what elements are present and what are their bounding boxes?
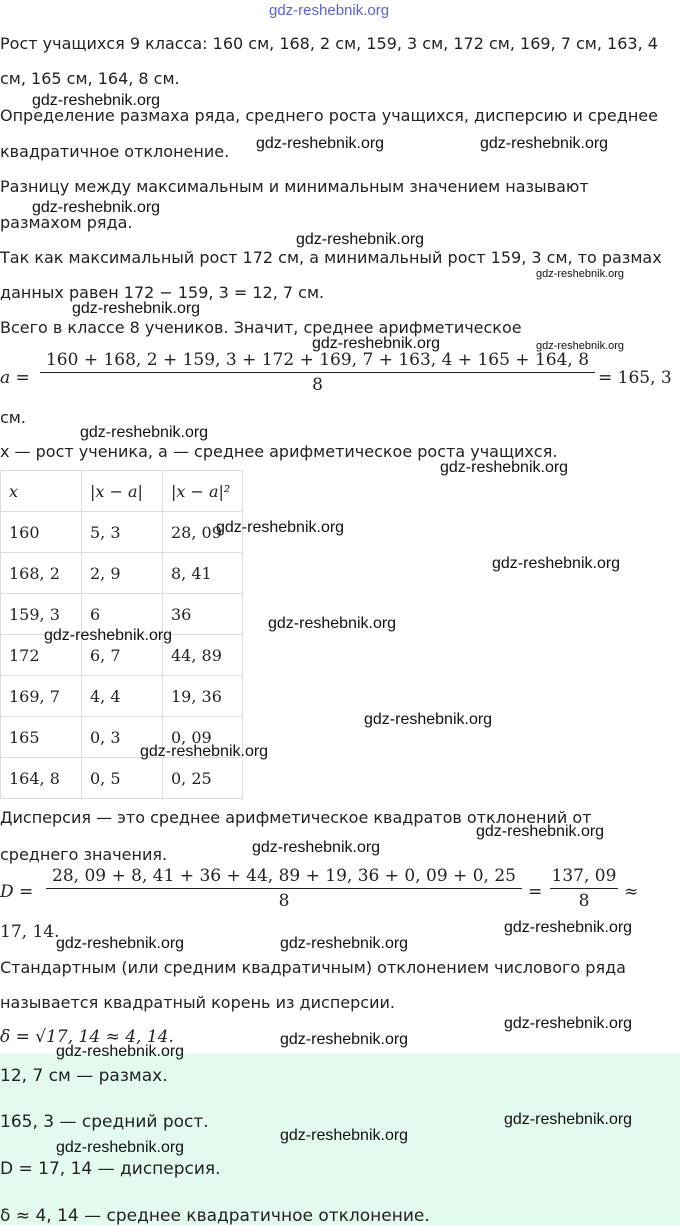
watermark: gdz-reshebnik.org xyxy=(256,135,385,152)
watermark: gdz-reshebnik.org xyxy=(504,919,633,936)
watermark: gdz-reshebnik.org xyxy=(56,935,185,952)
table-cell: 0, 5 xyxy=(82,758,163,799)
table-header: |x − a|² xyxy=(163,471,243,512)
table-row xyxy=(1,758,243,799)
watermark: gdz-reshebnik.org xyxy=(44,627,173,644)
table-cell: 160 xyxy=(1,512,82,553)
watermark: gdz-reshebnik.org xyxy=(140,743,269,760)
table-header: x xyxy=(1,471,82,512)
table-cell: 0, 25 xyxy=(163,758,243,799)
table-header: |x − a| xyxy=(82,471,163,512)
table-cell: 172 xyxy=(1,635,82,676)
watermark: gdz-reshebnik.org xyxy=(504,1111,633,1128)
mean-denominator: 8 xyxy=(312,375,323,395)
table-cell: 164, 8 xyxy=(1,758,82,799)
watermark: gdz-reshebnik.org xyxy=(312,335,441,352)
table-cell: 169, 7 xyxy=(1,676,82,717)
watermark: gdz-reshebnik.org xyxy=(32,199,161,216)
watermark: gdz-reshebnik.org xyxy=(536,340,625,352)
dispersion-equals: = xyxy=(528,882,543,902)
watermark: gdz-reshebnik.org xyxy=(252,839,381,856)
dispersion-denominator-simplified: 8 xyxy=(578,891,590,911)
watermark: gdz-reshebnik.org xyxy=(492,555,621,572)
dispersion-approx: ≈ xyxy=(624,882,639,902)
table-header-row xyxy=(1,471,243,512)
watermark-top: gdz-reshebnik.org xyxy=(269,2,390,19)
dispersion-def-line-2: среднего значения. xyxy=(0,845,168,864)
watermark: gdz-reshebnik.org xyxy=(56,1139,185,1156)
range-calc-line-2: данных равен 172 − 159, 3 = 12, 7 см. xyxy=(0,283,325,302)
watermark: gdz-reshebnik.org xyxy=(216,519,345,536)
watermark: gdz-reshebnik.org xyxy=(536,268,625,280)
variables-explanation: x — рост ученика, a — среднее арифметическое роста учащихся. xyxy=(0,442,558,461)
table-cell: 5, 3 xyxy=(82,512,163,553)
answer-stddev: δ ≈ 4, 14 — среднее квадратичное отклонение. xyxy=(0,1206,430,1226)
watermark: gdz-reshebnik.org xyxy=(280,1031,409,1048)
dispersion-fraction xyxy=(46,866,522,911)
watermark: gdz-reshebnik.org xyxy=(476,823,605,840)
dispersion-numerator-simplified: 137, 09 xyxy=(551,866,617,886)
mean-unit: см. xyxy=(0,408,26,427)
mean-fraction xyxy=(40,350,595,395)
answer-dispersion: D = 17, 14 — дисперсия. xyxy=(0,1159,221,1179)
table-row xyxy=(1,553,243,594)
dispersion-fraction-simplified xyxy=(550,866,618,911)
table-cell: 36 xyxy=(163,594,243,635)
watermark: gdz-reshebnik.org xyxy=(440,459,569,476)
watermark: gdz-reshebnik.org xyxy=(480,135,609,152)
table-cell: 165 xyxy=(1,717,82,758)
table-cell: 6 xyxy=(82,594,163,635)
table-row xyxy=(1,512,243,553)
dispersion-numerator: 28, 09 + 8, 41 + 36 + 44, 89 + 19, 36 + 0, 09 + 0, 25 xyxy=(52,866,516,886)
task-line-1: Определение размаха ряда, среднего роста учащихся, дисперсию и среднее xyxy=(0,106,658,125)
table-cell: 44, 89 xyxy=(163,635,243,676)
mean-numerator: 160 + 168, 2 + 159, 3 + 172 + 169, 7 + 163, 4 + 165 + 164, 8 xyxy=(45,350,590,370)
watermark: gdz-reshebnik.org xyxy=(504,1015,633,1032)
range-def-line-2: размахом ряда. xyxy=(0,213,133,232)
watermark: gdz-reshebnik.org xyxy=(364,711,493,728)
table-cell: 2, 9 xyxy=(82,553,163,594)
range-calc-line-1: Так как максимальный рост 172 см, а минимальный рост 159, 3 см, то размах xyxy=(0,248,662,267)
table-cell: 4, 4 xyxy=(82,676,163,717)
dispersion-lhs: D = xyxy=(0,882,34,902)
heights-line-2: см, 165 см, 164, 8 см. xyxy=(0,69,180,88)
watermark: gdz-reshebnik.org xyxy=(32,92,161,109)
mean-lhs: a = xyxy=(0,368,30,388)
stddev-formula: δ = √17, 14 ≈ 4, 14. xyxy=(0,1027,174,1047)
table-cell: 8, 41 xyxy=(163,553,243,594)
mean-result: = 165, 3 xyxy=(598,368,672,388)
table-cell: 28, 09 xyxy=(163,512,243,553)
watermark: gdz-reshebnik.org xyxy=(280,935,409,952)
range-def-line-1: Разницу между максимальным и минимальным значением называют xyxy=(0,177,589,196)
table-cell: 6, 7 xyxy=(82,635,163,676)
watermark: gdz-reshebnik.org xyxy=(80,424,209,441)
dispersion-def-line-1: Дисперсия — это среднее арифметическое квадратов отклонений от xyxy=(0,808,592,827)
stddev-def-line-1: Стандартным (или средним квадратичным) отклонением числового ряда xyxy=(0,958,626,977)
watermark: gdz-reshebnik.org xyxy=(296,231,425,248)
watermark: gdz-reshebnik.org xyxy=(56,1043,185,1060)
dispersion-result: 17, 14. xyxy=(0,922,60,942)
mean-intro: Всего в классе 8 учеников. Значит, среднее арифметическое xyxy=(0,318,522,337)
watermark: gdz-reshebnik.org xyxy=(268,615,397,632)
table-cell: 168, 2 xyxy=(1,553,82,594)
watermark: gdz-reshebnik.org xyxy=(72,300,201,317)
table-cell: 0, 3 xyxy=(82,717,163,758)
stddev-def-line-2: называется квадратный корень из дисперсии. xyxy=(0,993,395,1012)
answer-mean: 165, 3 — средний рост. xyxy=(0,1112,209,1132)
watermark: gdz-reshebnik.org xyxy=(280,1127,409,1144)
table-row xyxy=(1,676,243,717)
table-cell: 19, 36 xyxy=(163,676,243,717)
answer-range: 12, 7 см — размах. xyxy=(0,1066,168,1086)
dispersion-denominator: 8 xyxy=(278,891,290,911)
task-line-2: квадратичное отклонение. xyxy=(0,142,230,161)
table-cell: 159, 3 xyxy=(1,594,82,635)
heights-line-1: Рост учащихся 9 класса: 160 см, 168, 2 см, 159, 3 см, 172 см, 169, 7 см, 163, 4 xyxy=(0,34,658,53)
table-cell: 0, 09 xyxy=(163,717,243,758)
